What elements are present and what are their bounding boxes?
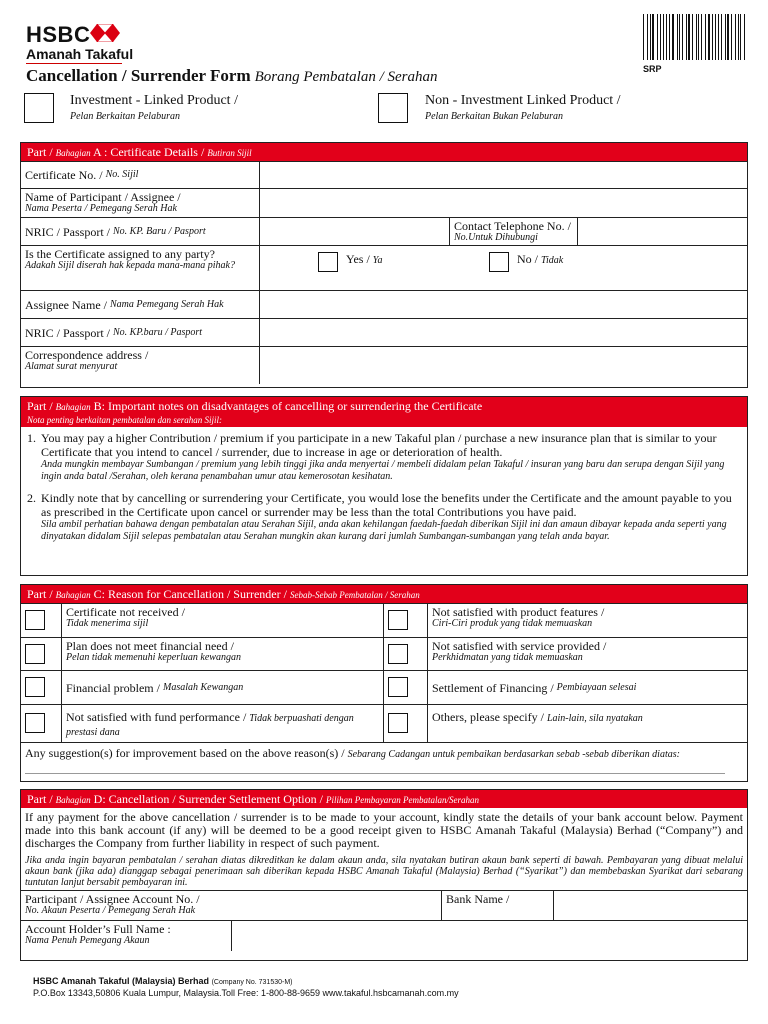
- reason-not-received-checkbox[interactable]: [25, 610, 45, 630]
- barcode-bar: [705, 14, 706, 60]
- reason-fund-performance-label: Not satisfied with fund performance / Tidak berpuashati dengan prestasi dana: [61, 705, 383, 742]
- note-1: 1. You may pay a higher Contribution / premium if you participate in a new Takaful plan / purchase a new insurance plan that is similar to your Certificate that you intend to cancel / surrender, due to increase in age or deterioration of health. Anda mungkin membayar Sumbangan / premium yang lebih tinggi jika anda menyertai / membeli didalam pelan Takaful / insuran yang baru dan serupa dengan Sijil yang ingin anda batal /Serahan, oleh kerana penambahan umur atau kemerosotan kesihatan.: [27, 431, 725, 482]
- assigned-no-checkbox[interactable]: [489, 252, 509, 272]
- part-c-header: Part / Bahagian C: Reason for Cancellation / Surrender / Sebab-Sebab Pembatalan / Serahan: [21, 585, 747, 603]
- barcode-bar: [647, 14, 648, 60]
- assigned-options: [259, 246, 747, 290]
- barcode-bar: [718, 14, 719, 60]
- barcode-bar: [650, 14, 651, 60]
- barcode-bar: [740, 14, 741, 60]
- reason-service-label: Not satisfied with service provided / Perkhidmatan yang tidak memuaskan: [427, 638, 747, 670]
- logo-divider: [26, 63, 122, 64]
- barcode-bar: [725, 14, 726, 60]
- reason-others-label[interactable]: Others, please specify / Lain-lain, sila nyatakan: [427, 705, 747, 742]
- settlement-instructions: If any payment for the above cancellation / surrender is to be made to your account, kindly state the details of your bank account below. Payment made into this bank account (if any) will be deemed to be a good receipt given to HSBC Amanah Takaful (Malaysia) Berhad (“Company”) and discharges the Company from further liability in respect of such payment. Jika anda ingin bayaran pembatalan / serahan diatas dikreditkan ke dalam akaun anda, sila nyatakan butiran akaun bank seperti di bawah. Pembayaran yang dibuat melalui akaun bank (jika ada) dianggap sebagai penerimaan sah diberikan kepada HSBC Amanah Takaful (Malaysia) Berhad (“Syarikat”) dan membebaskan Syarikat dari sebarang tuntutan lanjut bersabit pembayaran ini.: [25, 810, 743, 888]
- suggestion-label: Any suggestion(s) for improvement based on the above reason(s) / Sebarang Cadangan untuk pembaikan berdasarkan sebab -sebab diberikan diatas:: [25, 746, 680, 760]
- investment-linked-sub: Pelan Berkaitan Pelaburan: [70, 111, 180, 122]
- form-header: [0, 0, 768, 92]
- barcode-bar: [669, 14, 670, 60]
- barcode-bar: [666, 14, 667, 60]
- barcode: [643, 14, 746, 60]
- barcode-bar: [715, 14, 716, 60]
- part-d-header: Part / Bahagian D: Cancellation / Surrender Settlement Option / Pilihan Pembayaran Pembatalan/Serahan: [21, 790, 747, 808]
- reason-product-features-label: Not satisfied with product features / Ciri-Ciri produk yang tidak memuaskan: [427, 604, 747, 637]
- barcode-bar: [712, 14, 713, 60]
- reason-financial-problem-label: Financial problem / Masalah Kewangan: [61, 671, 383, 704]
- logo-subtitle: Amanah Takaful: [26, 46, 134, 62]
- barcode-bar: [657, 14, 658, 60]
- account-no-label: Participant / Assignee Account No. / No. Akaun Peserta / Pemegang Serah Hak: [25, 892, 200, 916]
- bank-name-label: Bank Name /: [441, 891, 553, 920]
- barcode-bar: [701, 14, 702, 60]
- assignee-name-field[interactable]: [259, 291, 747, 318]
- hsbc-logo: HSBC: [26, 22, 91, 47]
- correspondence-address-label: Correspondence address / Alamat surat menyurat: [25, 348, 149, 372]
- form-title-malay: Borang Pembatalan / Serahan: [254, 69, 438, 85]
- certificate-assigned-question: Is the Certificate assigned to any party? Adakah Sijil diserah hak kepada mana-mana pihak?: [25, 247, 235, 271]
- reason-financial-need-label: Plan does not meet financial need / Pelan tidak memenuhi keperluan kewangan: [61, 638, 383, 670]
- assigned-yes-checkbox[interactable]: [318, 252, 338, 272]
- contact-telephone-field[interactable]: [577, 218, 747, 245]
- footer-company-no: (Company No. 731530-M): [211, 979, 293, 986]
- barcode-bar: [727, 14, 729, 60]
- reason-financial-need-checkbox[interactable]: [25, 644, 45, 664]
- form-title: Cancellation / Surrender Form Borang Pembatalan / Serahan: [26, 66, 438, 85]
- footer-address: P.O.Box 13343,50806 Kuala Lumpur, Malaysia.Toll Free: 1-800-88-9659 www.takaful.hsbcamanah.com.my: [33, 988, 459, 998]
- participant-name-field[interactable]: [259, 189, 747, 217]
- certificate-no-field[interactable]: [259, 162, 747, 188]
- reason-settlement-label: Settlement of Financing / Pembiayaan selesai: [427, 671, 747, 704]
- assignee-name-label: Assignee Name / Nama Pemegang Serah Hak: [25, 297, 224, 312]
- investment-linked-checkbox[interactable]: [24, 93, 54, 123]
- reason-financial-problem-checkbox[interactable]: [25, 677, 45, 697]
- reason-not-received-label: Certificate not received / Tidak menerima sijil: [61, 604, 383, 637]
- barcode-bar: [731, 14, 732, 60]
- barcode-bar: [692, 14, 693, 60]
- form-code: SRP: [643, 64, 662, 74]
- part-a-section: [20, 142, 748, 388]
- barcode-bar: [688, 14, 690, 60]
- footer-company: HSBC Amanah Takaful (Malaysia) Berhad: [33, 976, 210, 986]
- account-holder-label: Account Holder’s Full Name : Nama Penuh Pemegang Akaun: [25, 922, 171, 946]
- contact-telephone-label: Contact Telephone No. / No.Untuk Dihubungi: [449, 218, 577, 245]
- reason-settlement-checkbox[interactable]: [388, 677, 408, 697]
- assignee-nric-field[interactable]: [259, 319, 747, 346]
- barcode-bar: [698, 14, 699, 60]
- non-investment-linked-sub: Pelan Berkaitan Bukan Pelaburan: [425, 111, 564, 122]
- certificate-no-label: Certificate No. / No. Sijil: [25, 168, 139, 182]
- hsbc-hexagon-icon: [90, 24, 120, 42]
- reason-others-checkbox[interactable]: [388, 713, 408, 733]
- nric-field[interactable]: [259, 218, 449, 245]
- barcode-bar: [663, 14, 664, 60]
- barcode-bar: [643, 14, 644, 60]
- barcode-bar: [660, 14, 661, 60]
- nric-label: NRIC / Passport / No. KP. Baru / Pasport: [25, 224, 206, 239]
- investment-linked-label: Investment - Linked Product /: [70, 93, 238, 108]
- assigned-yes-label: Yes / Ya: [346, 252, 383, 266]
- reason-product-features-checkbox[interactable]: [388, 610, 408, 630]
- assignee-nric-label: NRIC / Passport / No. KP.baru / Pasport: [25, 325, 203, 340]
- note-2: 2. Kindly note that by cancelling or surrendering your Certificate, you would lose the benefits under the Certificate and the amount payable to you as prescribed in the Certificate upon cancel or surrender may be less than the total Contributions you have paid. Sila ambil perhatian bahawa dengan pembatalan atau Serahan Sijil, anda akan kehilangan faedah-faedah diberikan Sijil ini dan amaun dibayar kepada anda seperti yang dinyatakan didalam Sijil selepas pembatalan atau Serahan mungkin akan kurang dari jumlah Sumbangan-sumbangan yang telah anda bayar.: [27, 491, 732, 542]
- barcode-bar: [735, 14, 736, 60]
- bank-name-field[interactable]: [553, 891, 747, 920]
- barcode-bar: [696, 14, 697, 60]
- barcode-bar: [682, 14, 683, 60]
- reason-fund-performance-checkbox[interactable]: [25, 713, 45, 733]
- barcode-bar: [744, 14, 745, 60]
- account-holder-field[interactable]: [231, 921, 747, 951]
- barcode-bar: [652, 14, 654, 60]
- part-a-header: Part / Bahagian A : Certificate Details / Butiran Sijil: [21, 143, 747, 161]
- barcode-bar: [686, 14, 687, 60]
- barcode-bar: [672, 14, 674, 60]
- barcode-bar: [679, 14, 680, 60]
- part-d-section: [20, 789, 748, 961]
- barcode-bar: [708, 14, 710, 60]
- barcode-bar: [677, 14, 678, 60]
- reason-service-checkbox[interactable]: [388, 644, 408, 664]
- barcode-bar: [738, 14, 739, 60]
- part-b-notes: [21, 427, 747, 553]
- footer: [33, 976, 753, 999]
- part-b-section: [20, 396, 748, 576]
- part-b-subheader: Nota penting berkaitan pembatalan dan serahan Sijil:: [21, 415, 747, 427]
- assigned-no-label: No / Tidak: [517, 252, 564, 266]
- part-c-section: [20, 584, 748, 782]
- suggestion-field[interactable]: [25, 773, 725, 774]
- participant-name-label: Name of Participant / Assignee / Nama Peserta / Pemegang Serah Hak: [25, 190, 181, 214]
- barcode-bar: [721, 14, 722, 60]
- part-b-header: Part / Bahagian B: Important notes on disadvantages of cancelling or surrendering the Certificate: [21, 397, 747, 415]
- non-investment-linked-checkbox[interactable]: [378, 93, 408, 123]
- non-investment-linked-label: Non - Investment Linked Product /: [425, 93, 621, 108]
- correspondence-address-field[interactable]: [259, 347, 747, 384]
